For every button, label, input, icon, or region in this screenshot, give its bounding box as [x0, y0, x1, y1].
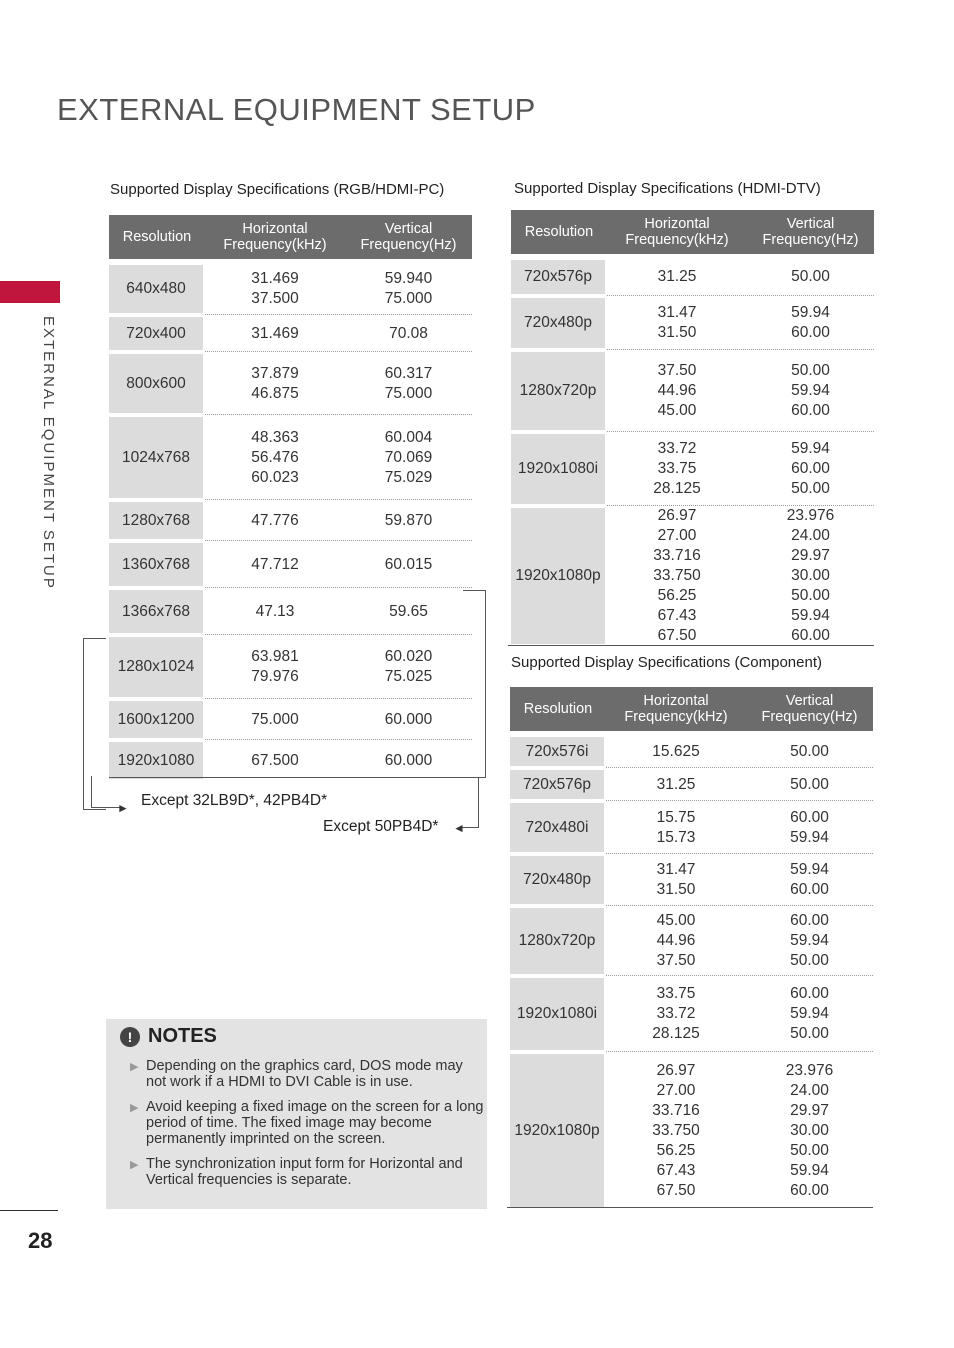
table-row — [109, 635, 472, 699]
resolution-cell: 1920x1080 — [109, 742, 203, 779]
vertical-frequency-cell — [345, 500, 472, 541]
horizontal-frequency-cell — [607, 350, 747, 432]
vertical-frequency-cell — [747, 506, 874, 646]
resolution-cell: 640x480 — [109, 265, 203, 313]
horizontal-frequency-value: 46.875 — [251, 384, 299, 402]
vertical-frequency-value: 50.00 — [791, 480, 830, 497]
vertical-frequency-value: 60.00 — [791, 324, 830, 341]
vertical-frequency-cell — [746, 801, 873, 854]
component-table-title: Supported Display Specifications (Component) — [511, 654, 822, 671]
except-left-arrow-icon: ► — [117, 801, 129, 815]
header-resolution: Resolution — [122, 229, 192, 245]
vertical-frequency-value: 59.94 — [790, 1162, 829, 1179]
horizontal-frequency-cell — [606, 854, 746, 906]
vertical-frequency-value: 24.00 — [791, 527, 830, 544]
vertical-frequency-cell — [746, 735, 873, 768]
horizontal-frequency-value: 67.50 — [656, 1182, 696, 1199]
table-row — [109, 541, 472, 588]
header-horizontal: Horizontal Frequency(kHz) — [223, 221, 327, 253]
horizontal-frequency-cell — [205, 263, 345, 315]
vertical-frequency-cell — [746, 854, 873, 906]
table-row — [510, 1052, 873, 1210]
table-row — [109, 315, 472, 352]
resolution-cell: 720x400 — [109, 317, 203, 350]
except-left-leader — [91, 776, 92, 808]
horizontal-frequency-cell — [606, 976, 746, 1052]
vertical-frequency-value: 50.00 — [791, 362, 830, 379]
horizontal-frequency-value: 33.72 — [656, 1005, 696, 1022]
component-table-bottom-rule — [507, 1207, 873, 1208]
table-row — [511, 506, 874, 646]
horizontal-frequency-cell — [606, 1052, 746, 1210]
notes-box — [106, 1019, 487, 1209]
vertical-frequency-value: 29.97 — [791, 547, 830, 564]
vertical-frequency-value: 30.00 — [790, 1122, 829, 1139]
header-vertical: Vertical Frequency(Hz) — [360, 221, 457, 253]
horizontal-frequency-value: 67.43 — [657, 607, 697, 624]
horizontal-frequency-value: 26.97 — [657, 507, 697, 524]
except-right-arrow-icon: ◄ — [453, 821, 465, 835]
side-tab-marker — [0, 281, 60, 303]
note-text: Depending on the graphics card, DOS mode may not work if a HDMI to DVI Cable is in use. — [146, 1058, 463, 1090]
vertical-frequency-value: 75.000 — [384, 290, 433, 307]
vertical-frequency-value: 59.65 — [389, 602, 428, 620]
horizontal-frequency-value: 15.75 — [656, 808, 696, 826]
notes-header — [120, 1025, 217, 1048]
vertical-frequency-cell — [746, 906, 873, 976]
resolution-cell: 1280x720p — [511, 352, 605, 430]
table-row — [510, 735, 873, 768]
horizontal-frequency-value: 27.00 — [657, 527, 697, 544]
table-row — [511, 258, 874, 296]
table-header — [511, 210, 874, 254]
horizontal-frequency-value: 33.75 — [657, 460, 697, 477]
table-row — [511, 296, 874, 350]
horizontal-frequency-value: 27.00 — [656, 1082, 696, 1099]
vertical-frequency-cell — [345, 740, 472, 781]
horizontal-frequency-value: 47.776 — [251, 511, 299, 529]
table-row — [511, 432, 874, 506]
vertical-frequency-value: 60.00 — [791, 627, 830, 644]
horizontal-frequency-value: 31.469 — [251, 324, 299, 342]
vertical-frequency-value: 29.97 — [790, 1102, 829, 1119]
except-left-bracket — [83, 638, 106, 810]
note-text: Avoid keeping a fixed image on the screen for a long period of time. The fixed image may become permanently imprinted on the screen. — [146, 1099, 484, 1147]
vertical-frequency-cell — [345, 315, 472, 352]
resolution-cell: 720x480p — [511, 298, 605, 348]
table-row — [109, 699, 472, 740]
vertical-frequency-value: 59.94 — [790, 932, 829, 949]
vertical-frequency-value: 23.976 — [785, 1062, 834, 1079]
horizontal-frequency-value: 37.50 — [657, 362, 697, 379]
header-horizontal: Horizontal Frequency(kHz) — [625, 216, 729, 248]
horizontal-frequency-value: 33.75 — [656, 985, 696, 1002]
horizontal-frequency-value: 31.47 — [656, 861, 696, 878]
vertical-frequency-cell — [345, 635, 472, 699]
horizontal-frequency-value: 37.500 — [251, 290, 299, 307]
vertical-frequency-value: 50.00 — [791, 587, 830, 604]
header-horizontal: Horizontal Frequency(kHz) — [624, 693, 728, 725]
vertical-frequency-value: 60.000 — [384, 751, 433, 769]
header-vertical: Vertical Frequency(Hz) — [762, 216, 859, 248]
vertical-frequency-value: 75.025 — [384, 668, 433, 685]
horizontal-frequency-value: 15.73 — [656, 828, 696, 846]
resolution-cell: 1366x768 — [109, 590, 203, 633]
rgb-table-title: Supported Display Specifications (RGB/HDMI-PC) — [110, 181, 445, 198]
vertical-frequency-cell — [746, 976, 873, 1052]
horizontal-frequency-value: 56.25 — [657, 587, 697, 604]
resolution-cell: 720x576p — [510, 770, 604, 799]
horizontal-frequency-value: 15.625 — [652, 742, 700, 760]
horizontal-frequency-cell — [205, 352, 345, 415]
resolution-cell: 1920x1080i — [511, 434, 605, 504]
except-right-bracket — [463, 590, 486, 778]
except-right-leader — [478, 777, 479, 828]
header-vertical: Vertical Frequency(Hz) — [761, 693, 858, 725]
vertical-frequency-cell — [345, 263, 472, 315]
vertical-frequency-value: 60.00 — [791, 460, 830, 477]
horizontal-frequency-value: 56.25 — [656, 1142, 696, 1159]
table-row — [109, 500, 472, 541]
vertical-frequency-cell — [746, 1052, 873, 1210]
horizontal-frequency-value: 31.25 — [657, 268, 697, 285]
vertical-frequency-cell — [747, 350, 874, 432]
vertical-frequency-value: 60.00 — [791, 402, 830, 419]
horizontal-frequency-value: 31.50 — [657, 324, 697, 341]
resolution-cell: 800x600 — [109, 354, 203, 413]
horizontal-frequency-value: 60.023 — [251, 468, 299, 486]
horizontal-frequency-cell — [205, 635, 345, 699]
vertical-frequency-value: 75.029 — [384, 468, 433, 486]
vertical-frequency-value: 60.00 — [790, 881, 829, 898]
vertical-frequency-cell — [345, 588, 472, 635]
horizontal-frequency-value: 31.25 — [656, 775, 696, 793]
page-number-rule — [0, 1210, 58, 1211]
horizontal-frequency-value: 37.879 — [251, 364, 299, 382]
resolution-cell: 1360x768 — [109, 543, 203, 586]
vertical-frequency-value: 23.976 — [786, 507, 835, 524]
header-resolution: Resolution — [523, 701, 593, 717]
vertical-frequency-value: 59.940 — [384, 270, 433, 287]
horizontal-frequency-value: 44.96 — [656, 932, 696, 949]
vertical-frequency-value: 50.00 — [790, 1025, 829, 1042]
resolution-cell: 720x480i — [510, 803, 604, 852]
horizontal-frequency-value: 75.000 — [251, 710, 299, 728]
horizontal-frequency-value: 79.976 — [251, 668, 299, 685]
vertical-frequency-cell — [746, 768, 873, 801]
hdmi-table-bottom-rule — [508, 645, 874, 646]
vertical-frequency-value: 60.00 — [790, 808, 829, 826]
table-row — [109, 415, 472, 500]
vertical-frequency-value: 60.00 — [790, 1182, 829, 1199]
horizontal-frequency-value: 33.750 — [652, 1122, 700, 1139]
horizontal-frequency-cell — [606, 801, 746, 854]
horizontal-frequency-value: 33.750 — [653, 567, 701, 584]
vertical-frequency-value: 59.94 — [791, 607, 830, 624]
horizontal-frequency-value: 67.43 — [656, 1162, 696, 1179]
vertical-frequency-value: 59.94 — [791, 382, 830, 399]
vertical-frequency-value: 50.00 — [790, 775, 829, 793]
horizontal-frequency-value: 28.125 — [652, 1025, 700, 1042]
vertical-frequency-cell — [345, 415, 472, 500]
resolution-cell: 720x576i — [510, 737, 604, 766]
horizontal-frequency-value: 48.363 — [251, 428, 299, 446]
page-number: 28 — [28, 1228, 53, 1253]
note-text: The synchronization input form for Horizontal and Vertical frequencies is separate. — [146, 1156, 463, 1188]
horizontal-frequency-value: 45.00 — [657, 402, 697, 419]
vertical-frequency-value: 50.00 — [790, 742, 829, 760]
horizontal-frequency-value: 31.47 — [657, 304, 697, 321]
vertical-frequency-value: 50.00 — [790, 952, 829, 969]
bullet-triangle-icon: ▶ — [130, 1159, 139, 1171]
vertical-frequency-cell — [345, 541, 472, 588]
table-row — [510, 801, 873, 854]
except-right-text: Except 50PB4D* — [323, 818, 439, 835]
table-header — [109, 215, 472, 259]
vertical-frequency-value: 60.000 — [384, 710, 433, 728]
horizontal-frequency-cell — [205, 541, 345, 588]
hdmi-dtv-table-title: Supported Display Specifications (HDMI-DTV) — [514, 180, 821, 197]
table-row — [510, 768, 873, 801]
note-item — [130, 1099, 486, 1147]
vertical-frequency-value: 70.069 — [384, 448, 433, 466]
horizontal-frequency-value: 28.125 — [653, 480, 701, 497]
header-resolution: Resolution — [524, 224, 594, 240]
resolution-cell: 720x576p — [511, 260, 605, 294]
vertical-frequency-value: 60.317 — [384, 364, 433, 382]
horizontal-frequency-cell — [205, 699, 345, 740]
horizontal-frequency-value: 33.716 — [652, 1102, 700, 1119]
resolution-cell: 1280x768 — [109, 502, 203, 539]
vertical-frequency-value: 75.000 — [384, 384, 433, 402]
vertical-frequency-cell — [345, 352, 472, 415]
horizontal-frequency-value: 26.97 — [656, 1062, 696, 1079]
bullet-triangle-icon: ▶ — [130, 1061, 139, 1073]
bullet-triangle-icon: ▶ — [130, 1102, 139, 1114]
table-row — [510, 854, 873, 906]
horizontal-frequency-cell — [606, 735, 746, 768]
resolution-cell: 1280x720p — [510, 908, 604, 974]
horizontal-frequency-cell — [205, 315, 345, 352]
horizontal-frequency-value: 47.712 — [251, 555, 299, 573]
resolution-cell: 1024x768 — [109, 417, 203, 498]
resolution-cell: 720x480p — [510, 856, 604, 904]
notes-title: NOTES — [148, 1025, 217, 1047]
vertical-frequency-value: 60.00 — [790, 985, 829, 1002]
horizontal-frequency-value: 56.476 — [251, 448, 299, 466]
vertical-frequency-value: 70.08 — [389, 324, 428, 342]
side-tab-label: EXTERNAL EQUIPMENT SETUP — [40, 316, 57, 590]
horizontal-frequency-value: 33.716 — [653, 547, 701, 564]
vertical-frequency-value: 50.00 — [790, 1142, 829, 1159]
horizontal-frequency-cell — [607, 506, 747, 646]
horizontal-frequency-value: 63.981 — [251, 648, 299, 665]
horizontal-frequency-value: 37.50 — [656, 952, 696, 969]
vertical-frequency-value: 59.94 — [790, 1005, 829, 1022]
horizontal-frequency-value: 33.72 — [657, 440, 697, 457]
horizontal-frequency-value: 67.500 — [251, 751, 299, 769]
table-row — [511, 350, 874, 432]
horizontal-frequency-cell — [205, 415, 345, 500]
horizontal-frequency-cell — [607, 258, 747, 296]
horizontal-frequency-value: 45.00 — [656, 912, 696, 929]
horizontal-frequency-cell — [606, 768, 746, 801]
vertical-frequency-value: 30.00 — [791, 567, 830, 584]
horizontal-frequency-value: 67.50 — [657, 627, 697, 644]
note-item — [130, 1058, 486, 1090]
vertical-frequency-value: 50.00 — [791, 268, 830, 285]
table-row — [109, 588, 472, 635]
horizontal-frequency-cell — [205, 740, 345, 781]
horizontal-frequency-cell — [606, 906, 746, 976]
horizontal-frequency-cell — [205, 588, 345, 635]
exclamation-icon: ! — [120, 1027, 140, 1047]
horizontal-frequency-cell — [205, 500, 345, 541]
vertical-frequency-value: 59.94 — [791, 304, 830, 321]
horizontal-frequency-value: 44.96 — [657, 382, 697, 399]
table-header — [510, 687, 873, 731]
horizontal-frequency-cell — [607, 432, 747, 506]
horizontal-frequency-value: 31.50 — [656, 881, 696, 898]
except-left-text: Except 32LB9D*, 42PB4D* — [141, 792, 328, 809]
horizontal-frequency-cell — [607, 296, 747, 350]
resolution-cell: 1920x1080i — [510, 978, 604, 1050]
table-row — [109, 740, 472, 781]
vertical-frequency-cell — [747, 258, 874, 296]
vertical-frequency-cell — [747, 432, 874, 506]
vertical-frequency-cell — [345, 699, 472, 740]
vertical-frequency-value: 59.94 — [790, 861, 829, 878]
table-row — [510, 976, 873, 1052]
vertical-frequency-value: 59.94 — [791, 440, 830, 457]
vertical-frequency-value: 60.004 — [384, 428, 433, 446]
horizontal-frequency-value: 47.13 — [255, 602, 295, 620]
vertical-frequency-value: 59.94 — [790, 828, 829, 846]
vertical-frequency-cell — [747, 296, 874, 350]
table-row — [510, 906, 873, 976]
horizontal-frequency-value: 31.469 — [251, 270, 299, 287]
vertical-frequency-value: 59.870 — [384, 511, 433, 529]
vertical-frequency-value: 60.020 — [384, 648, 433, 665]
resolution-cell: 1280x1024 — [109, 637, 203, 697]
vertical-frequency-value: 60.015 — [384, 555, 433, 573]
table-row — [109, 263, 472, 315]
rgb-table-bottom-rule — [109, 777, 472, 778]
resolution-cell: 1600x1200 — [109, 701, 203, 738]
note-item — [130, 1156, 486, 1188]
resolution-cell: 1920x1080p — [511, 508, 605, 644]
resolution-cell: 1920x1080p — [510, 1054, 604, 1208]
table-row — [109, 352, 472, 415]
vertical-frequency-value: 60.00 — [790, 912, 829, 929]
vertical-frequency-value: 24.00 — [790, 1082, 829, 1099]
page-title: EXTERNAL EQUIPMENT SETUP — [57, 92, 536, 127]
